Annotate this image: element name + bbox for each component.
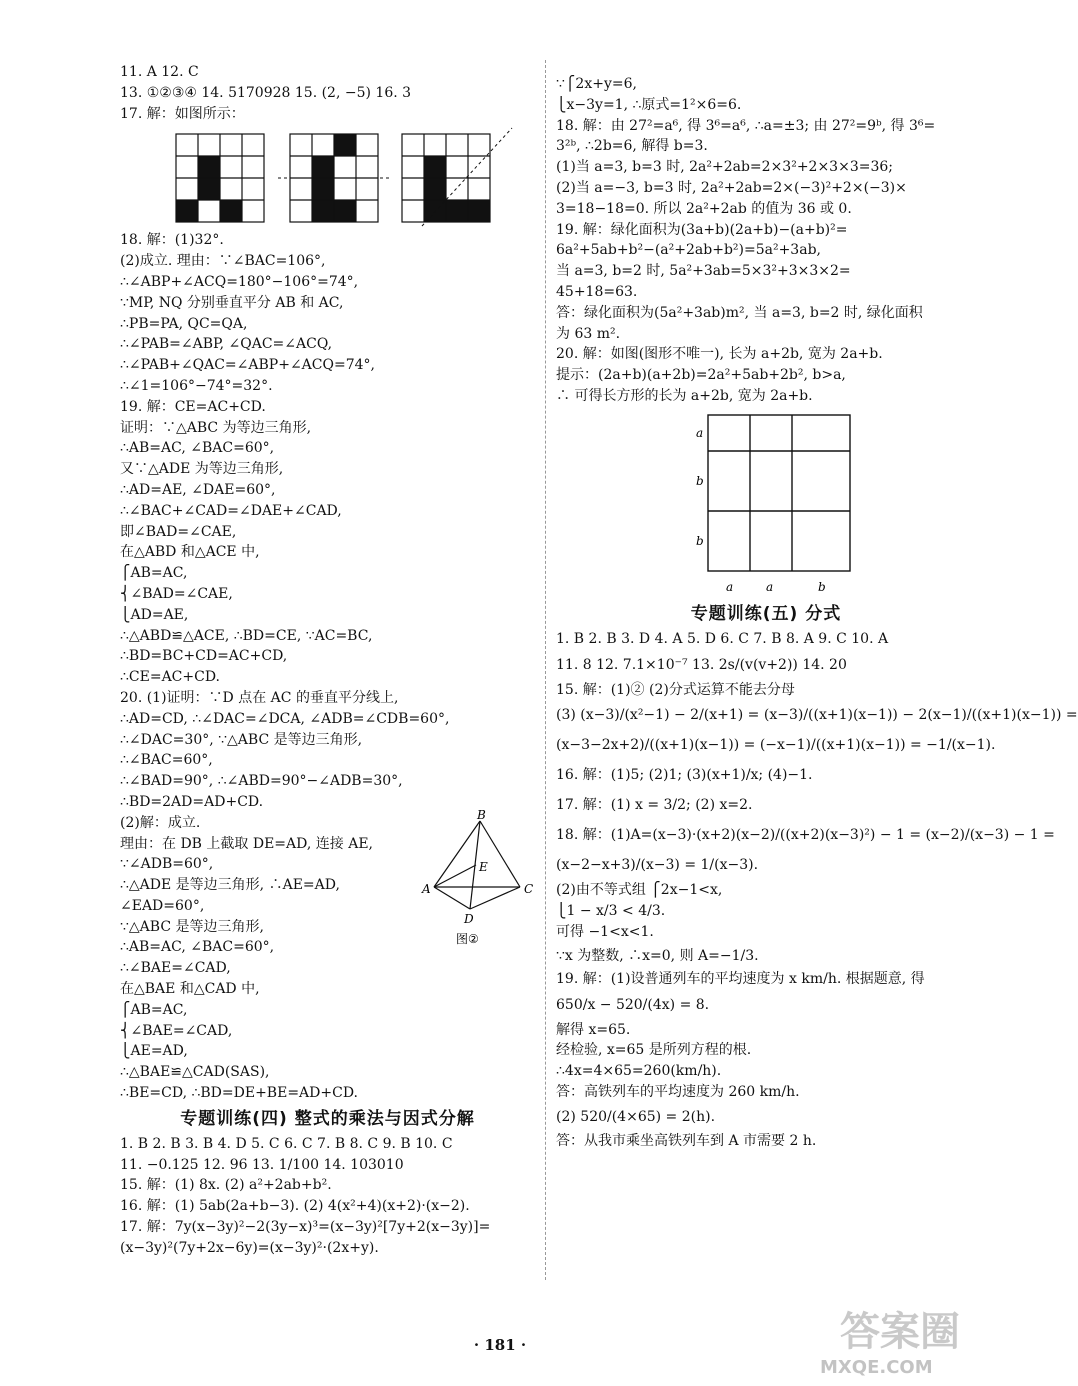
answer-line: 45+18=63. [556,283,638,300]
grid-side-label: b [696,473,704,488]
answer-line: ∵△ABC 是等边三角形, [120,918,264,935]
watermark-logo [820,1300,995,1380]
answer-line: 20. (1)证明：∵D 点在 AC 的垂直平分线上, [120,689,399,706]
answer-line: ∴CE=AC+CD. [120,669,221,686]
watermark-text: 答案圈 [840,1309,960,1355]
answer-line: ∴△BAE≌△CAD(SAS), [120,1064,270,1081]
answer-line: 11. −0.125 12. 96 13. 1/100 14. 103010 [120,1156,404,1173]
vertex-label-e: E [479,859,488,874]
grid-bottom-label: b [818,579,826,594]
left-column [120,62,535,1259]
answer-line: ∴AD=AE, ∠DAE=60°, [120,481,276,498]
answer-line: ∴AD=CD, ∴∠DAC=∠DCA, ∠ADB=∠CDB=60°, [120,710,450,727]
answer-line: 理由：在 DB 上截取 DE=AD, 连接 AE, [120,835,374,852]
rectangle-grid-figure [556,411,976,599]
answer-line: 可得 −1<x<1. [556,923,654,940]
answer-line: ⎧AB=AC, [120,1001,188,1018]
answer-line: 证明：∵△ABC 为等边三角形, [120,419,312,436]
answer-line: 11. A 12. C [120,64,199,80]
vertex-label-c: C [524,881,534,896]
answer-line: ⎩AE=AD, [120,1043,188,1060]
answer-line: ∠EAD=60°, [120,897,205,914]
answer-line: ∴∠BAC+∠CAD=∠DAE+∠CAD, [120,502,342,519]
answer-line: 6a²+5ab+b²−(a²+2ab+b²)=5a²+3ab, [556,242,821,259]
answer-line: ∴BD=BC+CD=AC+CD, [120,648,288,665]
answer-line: ∵⎧2x+y=6, [556,76,637,92]
grid-side-label: b [696,533,704,548]
page-number: · 181 · [473,1336,527,1354]
vertex-label-b: B [477,807,486,822]
answer-line: (2)当 a=−3, b=3 时, 2a²+2ab=2×(−3)²+2×(−3)× [556,179,907,196]
answer-line: ⎨∠BAE=∠CAD, [120,1022,233,1039]
answer-line: 当 a=3, b=2 时, 5a²+3ab=5×3²+3×3×2= [556,263,851,280]
answer-line: 答：高铁列车的平均速度为 260 km/h. [556,1083,800,1100]
answer-line: ∴∠PAB+∠QAC=∠ABP+∠ACQ=74°, [120,357,375,374]
answer-line: 13. ①②③④ 14. 5170928 15. (2, −5) 16. 3 [120,84,412,101]
grid-side-label: a [696,425,704,440]
answer-line: 18. 解：(1)32°. [120,232,224,249]
answer-line: ∴BD=2AD=AD+CD. [120,793,264,810]
answer-line: 经检验, x=65 是所列方程的根. [556,1042,752,1059]
answer-line: 15. 解：(1) 8x. (2) a²+2ab+b². [120,1177,332,1194]
answer-line: 650/x − 520/(4x) = 8. [556,996,710,1013]
answer-line: (3) (x−3)/(x²−1) − 2/(x+1) = (x−3)/((x+1)(x−1)) − 2(x−1)/((x+1)(x−1)) = [556,707,1078,724]
answer-line: 3²ᵇ, ∴2b=6, 解得 b=3. [556,138,708,155]
answer-line: 1. B 2. B 3. B 4. D 5. C 6. C 7. B 8. C 9. B 10. C [120,1135,453,1152]
answer-line: ∴AB=AC, ∠BAC=60°, [120,440,275,457]
answer-line: ⎩x−3y=1, ∴原式=1²×6=6. [556,96,742,113]
figure-caption: 图② [456,931,479,946]
grids-svg [120,128,535,224]
section-title: 专题训练(五) 分式 [690,603,842,624]
answer-line: ∴PB=PA, QC=QA, [120,315,248,332]
answer-line: ∴AB=AC, ∠BAC=60°, [120,939,275,956]
answer-line: 在△ABD 和△ACE 中, [120,544,260,561]
watermark-url: MXQE.COM [820,1357,933,1378]
answer-line: 答：绿化面积为(5a²+3ab)m², 当 a=3, b=2 时, 绿化面积 [556,304,923,321]
answer-line: 17. 解：如图所示： [120,105,245,122]
answer-line: 19. 解：(1)设普通列车的平均速度为 x km/h. 根据题意, 得 [556,970,925,987]
answer-line: 3=18−18=0. 所以 2a²+2ab 的值为 36 或 0. [556,200,852,217]
answer-line: (2) 520/(4×65) = 2(h). [556,1108,716,1125]
answer-line: 解得 x=65. [556,1021,631,1038]
answer-line: 18. 解：由 27²=a⁶, 得 3⁶=a⁶, ∴a=±3; 由 27²=9ᵇ, 得 3⁶= [556,117,936,134]
answer-line: (2)由不等式组 ⎧2x−1<x, [556,882,723,899]
answer-line: ⎩AD=AE, [120,606,189,623]
answer-line: (x−3y)²(7y+2x−6y)=(x−3y)²·(2x+y). [120,1239,379,1256]
answer-line: 又∵△ADE 为等边三角形, [120,461,284,478]
answer-line: (x−3−2x+2)/((x+1)(x−1)) = (−x−1)/((x+1)(x−1)) = −1/(x−1). [556,737,996,754]
answer-line: 19. 解：CE=AC+CD. [120,398,266,415]
answer-line: 19. 解：绿化面积为(3a+b)(2a+b)−(a+b)²= [556,221,848,238]
answer-line: 答：从我市乘坐高铁列车到 A 市需要 2 h. [556,1132,817,1149]
answer-line: ∴BE=CD, ∴BD=DE+BE=AD+CD. [120,1085,358,1102]
answer-line: 提示：(2a+b)(a+2b)=2a²+5ab+2b², b>a, [556,367,846,384]
answer-line: 17. 解：7y(x−3y)²−2(3y−x)³=(x−3y)²[7y+2(x−3y)]= [120,1219,491,1236]
answer-line: ∵∠ADB=60°, [120,856,214,873]
section-title: 专题训练(四) 整式的乘法与因式分解 [180,1108,475,1129]
answer-line: 为 63 m². [556,325,621,342]
vertex-label-a: A [422,881,431,896]
vertex-label-d: D [464,911,474,926]
rectangle-grid-svg [556,411,976,599]
answer-line: 即∠BAD=∠CAE, [120,523,237,540]
answer-line: ∴∠1=106°−74°=32°. [120,377,273,394]
grids-figure [120,128,535,224]
answer-line: ⎧AB=AC, [120,565,188,582]
answer-line: 18. 解：(1)A=(x−3)·(x+2)(x−2)/((x+2)(x−3)²) − 1 = (x−2)/(x−3) − 1 = [556,827,1055,844]
answer-line: ∴∠BAE=∠CAD, [120,960,231,977]
answer-line: 11. 8 12. 7.1×10⁻⁷ 13. 2s/(v(v+2)) 14. 20 [556,656,847,673]
answer-line: ∴△ABD≌△ACE, ∴BD=CE, ∵AC=BC, [120,627,373,644]
right-column [556,74,1078,1152]
answer-line: 16. 解：(1) 5ab(2a+b−3). (2) 4(x²+4)(x+2)·(x−2). [120,1198,470,1215]
answer-line: 20. 解：如图(图形不唯一), 长为 a+2b, 宽为 2a+b. [556,346,883,363]
answer-line: ∴∠PAB=∠ABP, ∠QAC=∠ACQ, [120,336,333,353]
answer-line: ∵x 为整数, ∴x=0, 则 A=−1/3. [556,947,759,964]
grid-bottom-label: a [726,579,734,594]
answer-line: ⎨∠BAD=∠CAE, [120,585,233,602]
answer-line: 在△BAE 和△CAD 中, [120,981,260,998]
answer-line: ∴∠DAC=30°, ∵△ABC 是等边三角形, [120,731,363,748]
answer-line: ∴△ADE 是等边三角形, ∴AE=AD, [120,877,340,894]
answer-line: (x−2−x+3)/(x−3) = 1/(x−3). [556,857,759,874]
answer-line: (1)当 a=3, b=3 时, 2a²+2ab=2×3²+2×3×3=36; [556,159,893,176]
answer-line: (2)成立. 理由：∵∠BAC=106°, [120,253,326,270]
answer-line: ∴ 可得长方形的长为 a+2b, 宽为 2a+b. [556,387,813,404]
answer-line: 17. 解：(1) x = 3/2; (2) x=2. [556,797,753,814]
answer-line: ∴∠ABP+∠ACQ=180°−106°=74°, [120,273,359,290]
answer-line: ∵MP, NQ 分别垂直平分 AB 和 AC, [120,294,344,311]
grid-bottom-label: a [766,579,774,594]
answer-line: ∴∠BAC=60°, [120,752,213,769]
answer-line: 1. B 2. B 3. D 4. A 5. D 6. C 7. B 8. A 9. C 10. A [556,630,889,647]
answer-line: 15. 解：(1)② (2)分式运算不能去分母 [556,681,795,698]
answer-line: ∴∠BAD=90°, ∴∠ABD=90°−∠ADB=30°, [120,773,403,790]
triangle-figure [420,807,540,953]
answer-line: ∴4x=4×65=260(km/h). [556,1063,722,1080]
answer-line: 16. 解：(1)5; (2)1; (3)(x+1)/x; (4)−1. [556,767,813,784]
answer-line: (2)解：成立. [120,814,201,831]
answer-line: ⎩1 − x/3 < 4/3. [556,903,666,920]
column-divider [545,60,546,1280]
